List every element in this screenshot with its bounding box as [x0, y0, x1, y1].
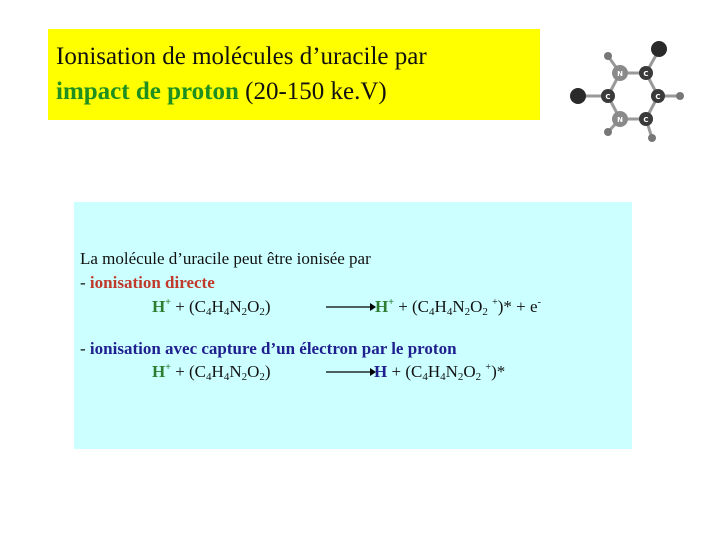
atom-label: C — [643, 70, 649, 78]
subscript: 4 — [446, 306, 453, 318]
item-2 — [80, 339, 457, 359]
formula-text: )* + e — [497, 297, 538, 316]
subscript: 4 — [440, 371, 446, 383]
subscript: 2 — [464, 306, 471, 318]
atom-label: N — [617, 70, 623, 78]
equation-1-reactants — [152, 297, 271, 318]
item-1-label: ionisation directe — [89, 273, 215, 292]
formula-text: H — [427, 362, 441, 381]
atom-label: C — [643, 116, 649, 124]
title-line-1: Ionisation de molécules d’uracile par — [56, 43, 427, 70]
proton-symbol: H — [152, 362, 166, 381]
subscript: 2 — [475, 371, 482, 383]
formula-text: + (C — [170, 297, 207, 316]
oxygen-atom-top — [651, 41, 667, 57]
formula-text: ) — [264, 297, 271, 316]
formula-text: N — [229, 362, 242, 381]
formula-text: + (C — [170, 362, 207, 381]
intro-text: La molécule d’uracile peut être ionisée par — [80, 249, 371, 268]
atom-label: C — [655, 93, 661, 101]
formula-text: O — [470, 297, 483, 316]
subscript: 2 — [241, 371, 248, 383]
hydrogen-atom — [648, 134, 656, 142]
title-box — [48, 29, 540, 120]
subscript: 2 — [241, 306, 248, 318]
hydrogen-atom — [604, 128, 612, 136]
title-energy-range: (20-150 ke.V) — [238, 78, 387, 105]
subscript: 2 — [259, 306, 265, 318]
formula-text: N — [452, 297, 465, 316]
atom-label: C — [605, 93, 611, 101]
subscript: 2 — [259, 371, 265, 383]
equation-2-products — [374, 362, 505, 383]
content-box — [74, 202, 632, 449]
title-highlight: impact de proton — [56, 78, 239, 105]
reaction-arrow-icon — [326, 301, 376, 313]
formula-text: N — [445, 362, 458, 381]
charge-sup: + — [492, 297, 498, 308]
subscript: 4 — [223, 306, 230, 318]
item-2-label: ionisation avec capture d’un électron par le proton — [89, 339, 457, 358]
formula-text: H — [434, 297, 447, 316]
proton-symbol: H — [152, 297, 166, 316]
subscript: 2 — [457, 371, 464, 383]
item-1-dash: - — [80, 273, 90, 292]
equation-2-reactants — [152, 362, 271, 383]
title-line-2 — [56, 78, 387, 106]
formula-text: N — [229, 297, 242, 316]
oxygen-atom-left — [570, 88, 586, 104]
charge-sup: + — [485, 362, 492, 373]
formula-text: H — [211, 297, 224, 316]
subscript: 4 — [422, 371, 428, 383]
subscript: 4 — [206, 371, 212, 383]
hydrogen-atom — [604, 52, 612, 60]
hydrogen-atom — [676, 92, 684, 100]
formula-text: + (C — [387, 362, 423, 381]
hydrogen-symbol: H — [374, 362, 388, 381]
subscript: 2 — [482, 306, 488, 318]
formula-text: O — [247, 362, 260, 381]
charge-sup: + — [165, 297, 171, 308]
charge-sup: + — [165, 362, 171, 373]
equation-1-products — [375, 297, 541, 318]
formula-text: ) — [264, 362, 271, 381]
charge-sup: + — [388, 297, 394, 308]
item-1 — [80, 273, 215, 293]
item-2-dash: - — [80, 339, 90, 358]
charge-sup: - — [537, 297, 541, 308]
reaction-arrow-icon — [326, 366, 376, 378]
atom-label: N — [617, 116, 623, 124]
formula-text: )* — [491, 362, 506, 381]
subscript: 4 — [223, 371, 230, 383]
formula-text: O — [247, 297, 260, 316]
formula-text: + (C — [393, 297, 430, 316]
formula-text: O — [463, 362, 476, 381]
subscript: 4 — [429, 306, 435, 318]
uracil-molecule-image — [560, 36, 700, 146]
proton-symbol: H — [375, 297, 389, 316]
subscript: 4 — [206, 306, 212, 318]
formula-text: H — [211, 362, 224, 381]
